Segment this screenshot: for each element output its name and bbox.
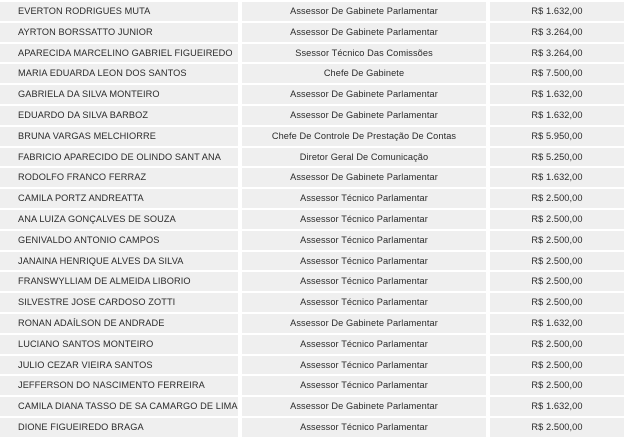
employee-name-cell: BRUNA VARGAS MELCHIORRE bbox=[0, 127, 238, 146]
employee-role-cell: Assessor Técnico Parlamentar bbox=[242, 189, 486, 208]
table-row bbox=[0, 127, 640, 146]
employee-name-cell: APARECIDA MARCELINO GABRIEL FIGUEIREDO bbox=[0, 44, 238, 63]
table-row bbox=[0, 335, 640, 354]
employee-salary-cell: R$ 2.500,00 bbox=[490, 418, 624, 437]
employee-salary-cell: R$ 2.500,00 bbox=[490, 376, 624, 395]
employee-role-cell: Assessor De Gabinete Parlamentar bbox=[242, 23, 486, 42]
table-row bbox=[0, 210, 640, 229]
employee-name-cell: CAMILA PORTZ ANDREATTA bbox=[0, 189, 238, 208]
table-row bbox=[0, 64, 640, 83]
row-end-spacer bbox=[628, 335, 640, 354]
employee-role-cell: Assessor Técnico Parlamentar bbox=[242, 335, 486, 354]
row-end-spacer bbox=[628, 272, 640, 291]
employee-role-cell: Assessor De Gabinete Parlamentar bbox=[242, 168, 486, 187]
employee-name-cell: MARIA EDUARDA LEON DOS SANTOS bbox=[0, 64, 238, 83]
employee-name-cell: AYRTON BORSSATTO JUNIOR bbox=[0, 23, 238, 42]
employee-name-cell: FRANSWYLLIAM DE ALMEIDA LIBORIO bbox=[0, 272, 238, 291]
row-end-spacer bbox=[628, 44, 640, 63]
table-row bbox=[0, 252, 640, 271]
table-row bbox=[0, 356, 640, 375]
table-row bbox=[0, 85, 640, 104]
employee-salary-cell: R$ 2.500,00 bbox=[490, 293, 624, 312]
employee-role-cell: Chefe De Gabinete bbox=[242, 64, 486, 83]
table-row bbox=[0, 44, 640, 63]
employee-role-cell: Diretor Geral De Comunicação bbox=[242, 148, 486, 167]
employee-salary-cell: R$ 2.500,00 bbox=[490, 272, 624, 291]
employee-role-cell: Assessor Técnico Parlamentar bbox=[242, 293, 486, 312]
employee-name-cell: JULIO CEZAR VIEIRA SANTOS bbox=[0, 356, 238, 375]
employee-role-cell: Assessor Técnico Parlamentar bbox=[242, 272, 486, 291]
table-row bbox=[0, 106, 640, 125]
employee-name-cell: GENIVALDO ANTONIO CAMPOS bbox=[0, 231, 238, 250]
row-end-spacer bbox=[628, 314, 640, 333]
row-end-spacer bbox=[628, 210, 640, 229]
row-end-spacer bbox=[628, 252, 640, 271]
employee-name-cell: ANA LUIZA GONÇALVES DE SOUZA bbox=[0, 210, 238, 229]
row-end-spacer bbox=[628, 168, 640, 187]
employee-name-cell: JEFFERSON DO NASCIMENTO FERREIRA bbox=[0, 376, 238, 395]
employee-role-cell: Assessor Técnico Parlamentar bbox=[242, 376, 486, 395]
employee-role-cell: Ssessor Técnico Das Comissões bbox=[242, 44, 486, 63]
employee-salary-cell: R$ 1.632,00 bbox=[490, 106, 624, 125]
row-end-spacer bbox=[628, 376, 640, 395]
row-end-spacer bbox=[628, 2, 640, 21]
table-row bbox=[0, 376, 640, 395]
row-end-spacer bbox=[628, 231, 640, 250]
table-row bbox=[0, 272, 640, 291]
row-end-spacer bbox=[628, 127, 640, 146]
employee-role-cell: Assessor Técnico Parlamentar bbox=[242, 252, 486, 271]
employee-role-cell: Assessor De Gabinete Parlamentar bbox=[242, 85, 486, 104]
table-row bbox=[0, 148, 640, 167]
employee-salary-cell: R$ 2.500,00 bbox=[490, 210, 624, 229]
employee-salary-cell: R$ 1.632,00 bbox=[490, 397, 624, 416]
employee-name-cell: EDUARDO DA SILVA BARBOZ bbox=[0, 106, 238, 125]
table-row bbox=[0, 23, 640, 42]
row-end-spacer bbox=[628, 64, 640, 83]
employee-salary-cell: R$ 2.500,00 bbox=[490, 231, 624, 250]
employee-role-cell: Assessor Técnico Parlamentar bbox=[242, 356, 486, 375]
employee-salary-cell: R$ 2.500,00 bbox=[490, 335, 624, 354]
table-row bbox=[0, 314, 640, 333]
employee-salary-cell: R$ 5.250,00 bbox=[490, 148, 624, 167]
employee-salary-cell: R$ 7.500,00 bbox=[490, 64, 624, 83]
table-row bbox=[0, 418, 640, 437]
employee-role-cell: Assessor Técnico Parlamentar bbox=[242, 231, 486, 250]
employee-name-cell: DIONE FIGUEIREDO BRAGA bbox=[0, 418, 238, 437]
employee-name-cell: CAMILA DIANA TASSO DE SA CAMARGO DE LIMA bbox=[0, 397, 238, 416]
employee-salary-cell: R$ 2.500,00 bbox=[490, 189, 624, 208]
employee-name-cell: GABRIELA DA SILVA MONTEIRO bbox=[0, 85, 238, 104]
row-end-spacer bbox=[628, 23, 640, 42]
row-end-spacer bbox=[628, 106, 640, 125]
employee-salary-cell: R$ 2.500,00 bbox=[490, 252, 624, 271]
row-end-spacer bbox=[628, 189, 640, 208]
employee-name-cell: EVERTON RODRIGUES MUTA bbox=[0, 2, 238, 21]
employee-role-cell: Assessor De Gabinete Parlamentar bbox=[242, 314, 486, 333]
employee-salary-cell: R$ 1.632,00 bbox=[490, 168, 624, 187]
employee-salary-cell: R$ 1.632,00 bbox=[490, 314, 624, 333]
employee-name-cell: SILVESTRE JOSE CARDOSO ZOTTI bbox=[0, 293, 238, 312]
row-end-spacer bbox=[628, 148, 640, 167]
table-row bbox=[0, 168, 640, 187]
employee-role-cell: Assessor De Gabinete Parlamentar bbox=[242, 106, 486, 125]
employee-role-cell: Assessor Técnico Parlamentar bbox=[242, 210, 486, 229]
employee-name-cell: JANAINA HENRIQUE ALVES DA SILVA bbox=[0, 252, 238, 271]
row-end-spacer bbox=[628, 397, 640, 416]
row-end-spacer bbox=[628, 356, 640, 375]
employee-name-cell: RONAN ADAÍLSON DE ANDRADE bbox=[0, 314, 238, 333]
employee-name-cell: RODOLFO FRANCO FERRAZ bbox=[0, 168, 238, 187]
table-row bbox=[0, 189, 640, 208]
employee-role-cell: Assessor De Gabinete Parlamentar bbox=[242, 397, 486, 416]
table-row bbox=[0, 293, 640, 312]
row-end-spacer bbox=[628, 418, 640, 437]
table-row bbox=[0, 2, 640, 21]
employee-salary-cell: R$ 5.950,00 bbox=[490, 127, 624, 146]
employee-salary-cell: R$ 3.264,00 bbox=[490, 23, 624, 42]
employee-name-cell: FABRICIO APARECIDO DE OLINDO SANT ANA bbox=[0, 148, 238, 167]
row-end-spacer bbox=[628, 85, 640, 104]
employee-role-cell: Assessor Técnico Parlamentar bbox=[242, 418, 486, 437]
employee-salary-cell: R$ 2.500,00 bbox=[490, 356, 624, 375]
employee-role-cell: Chefe De Controle De Prestação De Contas bbox=[242, 127, 486, 146]
employee-salary-cell: R$ 3.264,00 bbox=[490, 44, 624, 63]
employee-salary-cell: R$ 1.632,00 bbox=[490, 85, 624, 104]
employee-name-cell: LUCIANO SANTOS MONTEIRO bbox=[0, 335, 238, 354]
table-row bbox=[0, 397, 640, 416]
employee-role-cell: Assessor De Gabinete Parlamentar bbox=[242, 2, 486, 21]
employee-salary-cell: R$ 1.632,00 bbox=[490, 2, 624, 21]
row-end-spacer bbox=[628, 293, 640, 312]
table-row bbox=[0, 231, 640, 250]
